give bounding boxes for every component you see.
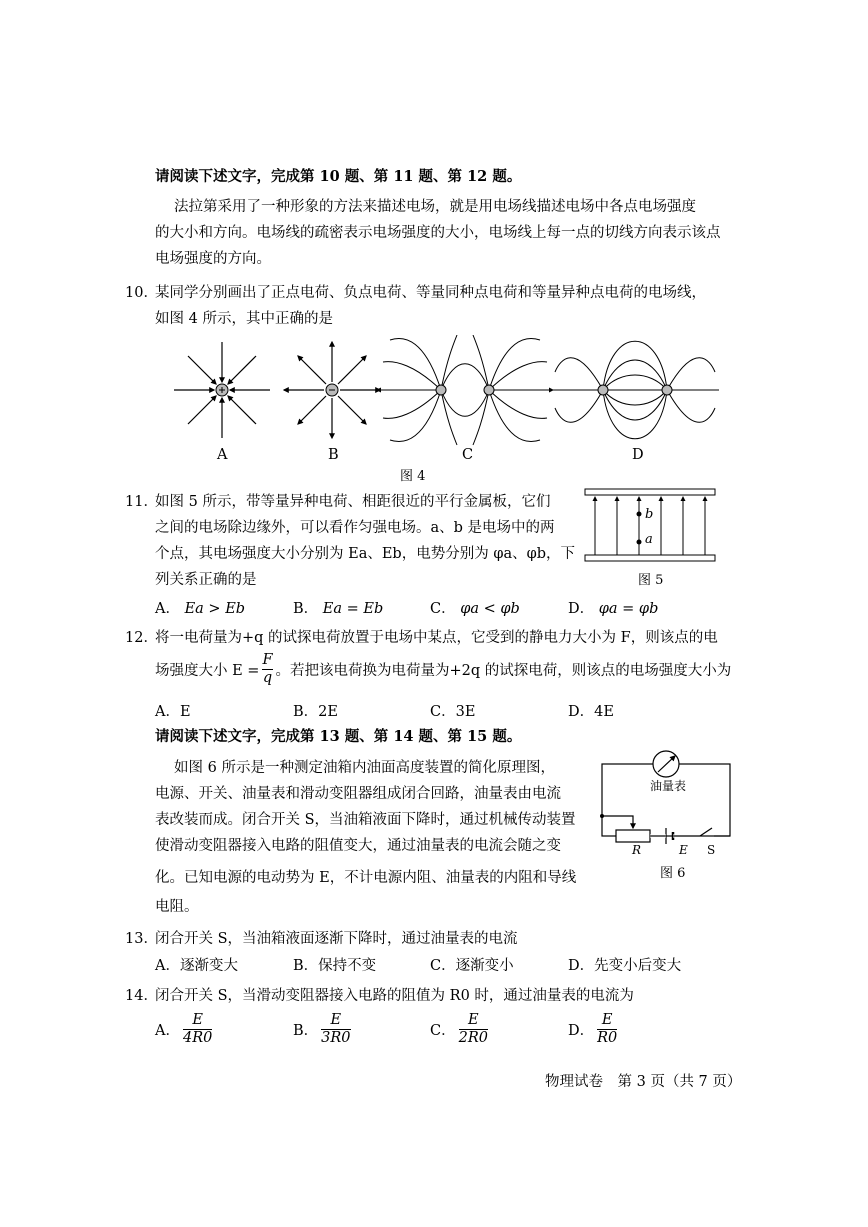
field-line-diagrams: [165, 335, 725, 465]
diagram-d: [551, 341, 719, 439]
figure-label-b: B: [328, 447, 339, 463]
option-expr: φa < φb: [460, 601, 520, 617]
option-d[interactable]: D．4E: [568, 704, 614, 720]
intro-para-line: 电阻。: [155, 899, 199, 915]
option-b[interactable]: [293, 597, 383, 618]
option-fraction: [321, 1012, 350, 1046]
figure-caption: 图 4: [400, 469, 426, 484]
option-letter: D．: [568, 601, 595, 617]
option-a[interactable]: A．E: [155, 704, 191, 720]
figure-5: [583, 487, 717, 569]
fraction-denominator: 3R0: [321, 1029, 351, 1046]
question-stem: 如图 5 所示，带等量异种电荷、相距很近的平行金属板，它们: [155, 494, 551, 510]
question-stem: 如图 4 所示，其中正确的是: [155, 311, 333, 327]
option-c[interactable]: C．逐渐变小: [430, 958, 514, 974]
option-c[interactable]: C．3E: [430, 704, 476, 720]
option-d[interactable]: D．先变小后变大: [568, 958, 682, 974]
option-a[interactable]: A．逐渐变大: [155, 958, 238, 974]
question-stem: 之间的电场除边缘外，可以看作匀强电场。a、b 是电场中的两: [155, 520, 555, 536]
stem-text: 场强度大小 E =: [155, 662, 260, 679]
section-heading-1: 请阅读下述文字，完成第 10 题、第 11 题、第 12 题。: [155, 168, 522, 185]
diagram-a: [174, 342, 270, 438]
option-fraction: [597, 1012, 617, 1046]
fraction-denominator: R0: [597, 1029, 618, 1046]
page-footer: 物理试卷 第 3 页（共 7 页）: [545, 1074, 742, 1090]
option-fraction: [183, 1012, 212, 1046]
fraction-numerator: E: [601, 1012, 613, 1028]
label-e: E: [679, 843, 688, 857]
question-stem: 某同学分别画出了正点电荷、负点电荷、等量同种点电荷和等量异种点电荷的电场线，: [155, 285, 706, 301]
intro-para-line: 电场强度的方向。: [155, 251, 271, 267]
question-number: 13．: [125, 931, 158, 947]
option-d[interactable]: [568, 597, 658, 618]
option-letter: C．: [430, 1022, 456, 1039]
option-c[interactable]: [430, 597, 520, 618]
label-r: R: [632, 843, 642, 857]
option-expr: Ea > Eb: [184, 601, 246, 617]
figure-caption: 图 6: [660, 866, 686, 881]
stem-text: 。若把该电荷换为电荷量为+2q 的试探电荷，则该点的电场强度大小为: [275, 662, 732, 679]
option-a[interactable]: [155, 1012, 215, 1046]
point-a-label: a: [645, 532, 653, 547]
figure-caption: 图 5: [638, 573, 664, 588]
figure-6: [596, 748, 736, 858]
question-number: 14．: [125, 988, 158, 1004]
intro-para-line: 化。已知电源的电动势为 E，不计电源内阻、油量表的内阻和导线: [155, 870, 577, 886]
figure-label-d: D: [632, 447, 644, 463]
option-letter: A．: [155, 1022, 180, 1039]
option-b[interactable]: B．2E: [293, 704, 338, 720]
intro-para-line: 的大小和方向。电场线的疏密表示电场强度的大小，电场线上每一点的切线方向表示该点: [155, 225, 721, 241]
figure-label-c: C: [462, 447, 474, 463]
option-c[interactable]: [430, 1012, 491, 1046]
question-stem: 个点，其电场强度大小分别为 Ea、Eb，电势分别为 φa、φb，下: [155, 546, 576, 562]
fraction-f-over-q: [262, 652, 272, 686]
diagram-b: [284, 342, 380, 438]
option-d[interactable]: [568, 1012, 620, 1046]
option-b[interactable]: B．保持不变: [293, 958, 377, 974]
fraction-numerator: E: [330, 1012, 342, 1028]
diagram-c: [377, 335, 553, 445]
intro-para-line: 电源、开关、油量表和滑动变阻器组成闭合回路，油量表由电流: [155, 786, 561, 802]
figure-4: [165, 335, 725, 465]
option-fraction: [459, 1012, 488, 1046]
question-number: 12．: [125, 630, 158, 646]
intro-para-line: 法拉第采用了一种形象的方法来描述电场，就是用电场线描述电场中各点电场强度: [174, 199, 696, 215]
question-stem-formula: [155, 652, 731, 686]
question-stem: 闭合开关 S，当滑动变阻器接入电路的阻值为 R0 时，通过油量表的电流为: [155, 988, 634, 1004]
fraction-denominator: 2R0: [458, 1029, 488, 1046]
figure-label-a: A: [217, 447, 228, 463]
option-letter: C．: [430, 601, 456, 617]
option-expr: φa = φb: [598, 601, 659, 617]
option-letter: B．: [293, 1022, 319, 1039]
option-letter: A．: [155, 601, 180, 617]
question-stem: 将一电荷量为+q 的试探电荷放置于电场中某点，它受到的静电力大小为 F，则该点的电: [155, 630, 718, 646]
parallel-plates-diagram: [583, 487, 717, 569]
oil-gauge-circuit: [596, 748, 736, 858]
option-letter: D．: [568, 1022, 595, 1039]
option-expr: Ea = Eb: [322, 601, 384, 617]
question-stem: 列关系正确的是: [155, 572, 257, 588]
intro-para-line: 表改装而成。闭合开关 S，当油箱液面下降时，通过机械传动装置: [155, 812, 576, 828]
intro-para-line: 使滑动变阻器接入电路的阻值变大，通过油量表的电流会随之变: [155, 838, 561, 854]
label-s: S: [707, 843, 716, 857]
meter-label: 油量表: [650, 779, 687, 793]
question-number: 11．: [125, 494, 158, 510]
question-number: 10．: [125, 285, 158, 301]
section-heading-2: 请阅读下述文字，完成第 13 题、第 14 题、第 15 题。: [155, 728, 522, 745]
intro-para-line: 如图 6 所示是一种测定油箱内油面高度装置的简化原理图，: [174, 760, 555, 776]
fraction-numerator: E: [192, 1012, 203, 1028]
option-letter: B．: [293, 601, 319, 617]
point-b-label: b: [645, 507, 654, 522]
question-stem: 闭合开关 S，当油箱液面逐渐下降时，通过油量表的电流: [155, 931, 518, 947]
fraction-numerator: E: [468, 1012, 479, 1028]
option-b[interactable]: [293, 1012, 354, 1046]
fraction-denominator: 4R0: [182, 1029, 213, 1046]
option-a[interactable]: [155, 597, 245, 618]
fraction-denominator: q: [262, 669, 273, 686]
fraction-numerator: F: [262, 652, 273, 668]
